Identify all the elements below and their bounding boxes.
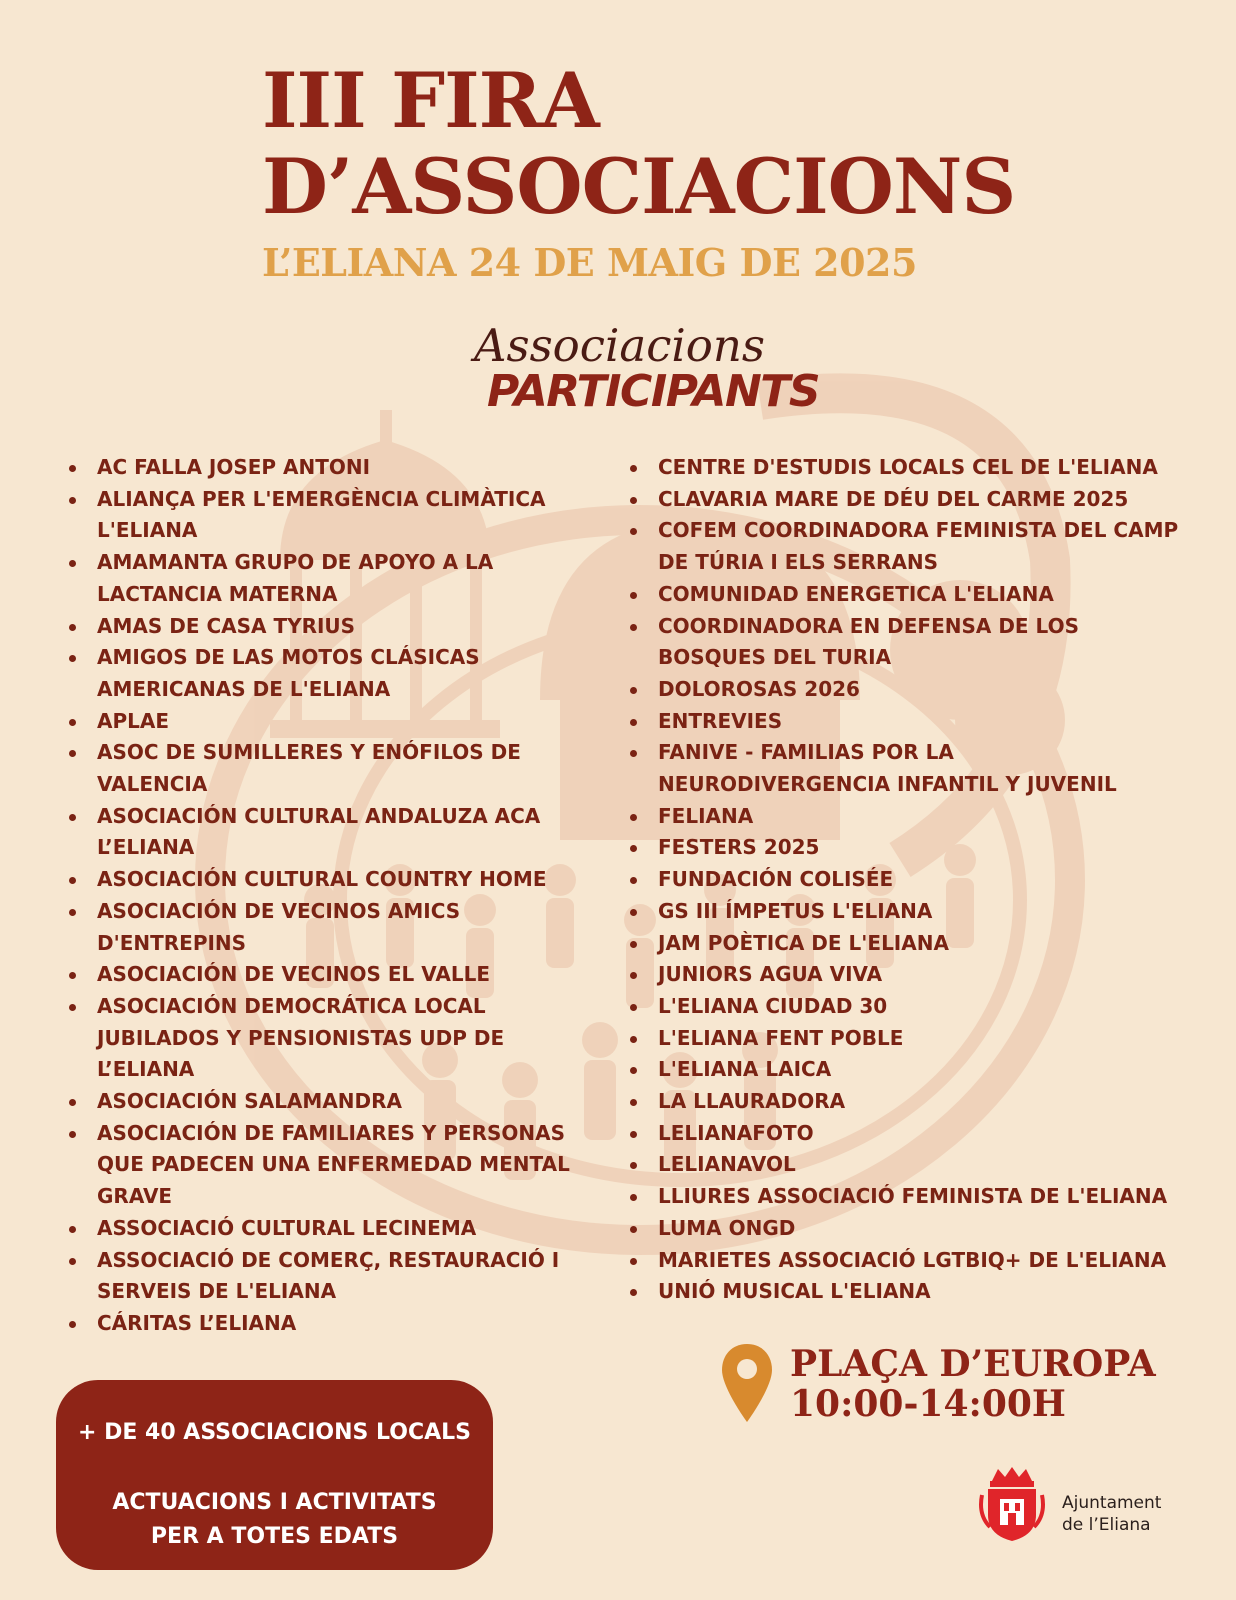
- association-item: COMUNIDAD ENERGETICA L'ELIANA: [629, 579, 1229, 611]
- association-item: ASOC DE SUMILLERES Y ENÓFILOS DE VALENCIA: [68, 737, 608, 800]
- town-crest-icon: [978, 1465, 1046, 1543]
- association-item: ASSOCIACIÓ CULTURAL LECINEMA: [68, 1213, 608, 1245]
- badge-line-2: ACTUACIONS I ACTIVITATS PER A TOTES EDATS: [112, 1490, 437, 1549]
- heading-strong: PARTICIPANTS: [487, 366, 820, 417]
- association-item: FUNDACIÓN COLISÉE: [629, 864, 1229, 896]
- association-item: LUMA ONGD: [629, 1213, 1229, 1245]
- association-item: ALIANÇA PER L'EMERGÈNCIA CLIMÀTICA L'ELIANA: [68, 484, 608, 547]
- event-title-line-1: III FIRA: [262, 56, 599, 145]
- association-item: AMAS DE CASA TYRIUS: [68, 611, 608, 643]
- badge-line-1: + DE 40 ASSOCIACIONS LOCALS: [77, 1420, 472, 1445]
- association-item: CENTRE D'ESTUDIS LOCALS CEL DE L'ELIANA: [629, 452, 1229, 484]
- organizer-name: [1062, 1492, 1161, 1536]
- association-item: CLAVARIA MARE DE DÉU DEL CARME 2025: [629, 484, 1229, 516]
- association-item: LLIURES ASSOCIACIÓ FEMINISTA DE L'ELIANA: [629, 1181, 1229, 1213]
- association-item: ENTREVIES: [629, 706, 1229, 738]
- association-item: GS III ÍMPETUS L'ELIANA: [629, 896, 1229, 928]
- associations-list-left: [68, 452, 608, 1340]
- map-pin-icon: [720, 1342, 774, 1424]
- association-item: FELIANA: [629, 801, 1229, 833]
- association-item: ASOCIACIÓN SALAMANDRA: [68, 1086, 608, 1118]
- event-title: [262, 58, 1015, 230]
- association-item: ASOCIACIÓN DE FAMILIARES Y PERSONAS QUE PADECEN UNA ENFERMEDAD MENTAL GRAVE: [68, 1118, 608, 1213]
- association-item: MARIETES ASSOCIACIÓ LGTBIQ+ DE L'ELIANA: [629, 1245, 1229, 1277]
- association-item: AMIGOS DE LAS MOTOS CLÁSICAS AMERICANAS DE L'ELIANA: [68, 642, 608, 705]
- association-item: FANIVE - FAMILIAS POR LA NEURODIVERGENCIA INFANTIL Y JUVENIL: [629, 737, 1229, 800]
- event-subtitle: L’ELIANA 24 DE MAIG DE 2025: [262, 240, 917, 285]
- association-item: AC FALLA JOSEP ANTONI: [68, 452, 608, 484]
- info-badge: [56, 1380, 493, 1570]
- association-item: JAM POÈTICA DE L'ELIANA: [629, 928, 1229, 960]
- association-item: LELIANAFOTO: [629, 1118, 1229, 1150]
- association-item: ASOCIACIÓN DEMOCRÁTICA LOCAL JUBILADOS Y PENSIONISTAS UDP DE L’ELIANA: [68, 991, 608, 1086]
- association-item: DOLOROSAS 2026: [629, 674, 1229, 706]
- association-item: JUNIORS AGUA VIVA: [629, 959, 1229, 991]
- association-item: FESTERS 2025: [629, 832, 1229, 864]
- association-item: L'ELIANA CIUDAD 30: [629, 991, 1229, 1023]
- association-item: ASOCIACIÓN CULTURAL ANDALUZA ACA L’ELIANA: [68, 801, 608, 864]
- location-place: PLAÇA D’EUROPA: [790, 1343, 1156, 1385]
- association-item: UNIÓ MUSICAL L'ELIANA: [629, 1276, 1229, 1308]
- association-item: COORDINADORA EN DEFENSA DE LOS BOSQUES DEL TURIA: [629, 611, 1229, 674]
- location-hours: 10:00-14:00H: [790, 1383, 1066, 1425]
- association-item: L'ELIANA LAICA: [629, 1054, 1229, 1086]
- association-item: COFEM COORDINADORA FEMINISTA DEL CAMP DE TÚRIA I ELS SERRANS: [629, 515, 1229, 578]
- association-item: ASOCIACIÓN CULTURAL COUNTRY HOME: [68, 864, 608, 896]
- association-item: ASOCIACIÓN DE VECINOS EL VALLE: [68, 959, 608, 991]
- association-item: CÁRITAS L’ELIANA: [68, 1308, 608, 1340]
- association-item: AMAMANTA GRUPO DE APOYO A LA LACTANCIA MATERNA: [68, 547, 608, 610]
- event-title-line-2: D’ASSOCIACIONS: [262, 142, 1016, 231]
- heading-script: Associacions: [474, 319, 765, 372]
- association-item: L'ELIANA FENT POBLE: [629, 1023, 1229, 1055]
- location-block: [790, 1344, 1156, 1424]
- organizer-line-2: de l’Eliana: [1062, 1515, 1151, 1535]
- association-item: ASOCIACIÓN DE VECINOS AMICS D'ENTREPINS: [68, 896, 608, 959]
- association-item: APLAE: [68, 706, 608, 738]
- organizer-line-1: Ajuntament: [1062, 1493, 1162, 1513]
- associations-list-right: [629, 452, 1229, 1308]
- association-item: LA LLAURADORA: [629, 1086, 1229, 1118]
- association-item: LELIANAVOL: [629, 1149, 1229, 1181]
- association-item: ASSOCIACIÓ DE COMERÇ, RESTAURACIÓ I SERVEIS DE L'ELIANA: [68, 1245, 608, 1308]
